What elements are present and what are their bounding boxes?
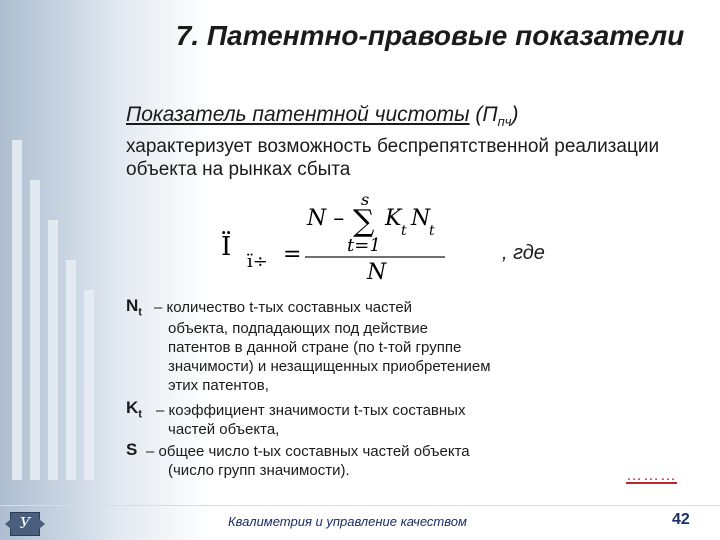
symbol-text: N	[126, 296, 139, 315]
variable-line: патентов в данной стране (по t-той группе	[168, 339, 462, 356]
formula-equals: =	[283, 242, 302, 267]
formula-denominator: N	[367, 260, 387, 285]
variable-line: – общее число t-ых составных частей объекта	[146, 443, 470, 460]
where-label: , где	[502, 242, 545, 264]
variable-symbol-nt	[126, 296, 142, 318]
indicator-paren-close: )	[511, 103, 519, 126]
variable-line: объекта, подпадающих под действие	[168, 320, 428, 337]
symbol-sub: t	[138, 306, 142, 319]
formula-n-sub: t	[429, 223, 435, 239]
variable-symbol-s	[126, 440, 137, 460]
logo-arrow-right	[39, 519, 45, 529]
variable-symbol-kt	[126, 398, 142, 420]
formula-n: N	[411, 206, 431, 231]
decorative-bar	[66, 260, 76, 480]
decorative-bar	[12, 140, 22, 480]
indicator-heading	[126, 103, 519, 129]
formula-k: K	[385, 206, 402, 231]
university-logo	[10, 512, 40, 536]
variable-line: – количество t-тых составных частей	[154, 299, 413, 316]
sum-upper-limit: s	[361, 190, 370, 209]
variable-line: этих патентов,	[168, 377, 269, 394]
symbol-text: S	[126, 440, 138, 459]
indicator-description: характеризует возможность беспрепятственной реализации объекта на рынках сбыта	[126, 136, 660, 180]
formula-lhs-big: Ï	[221, 232, 232, 262]
symbol-text: K	[126, 398, 139, 417]
continuation-dots: ………	[626, 467, 677, 484]
footer-divider	[0, 505, 720, 506]
variable-line: (число групп значимости).	[168, 462, 350, 479]
formula-numerator-left: N –	[307, 206, 345, 231]
variable-line: значимости) и незащищенных приобретением	[168, 358, 491, 375]
formula-lhs-small: ï÷	[247, 251, 268, 272]
slide-title: 7. Патентно-правовые показатели	[175, 20, 685, 51]
indicator-name: Показатель патентной чистоты	[126, 103, 470, 126]
formula	[215, 185, 475, 285]
sum-lower-limit: t=1	[347, 235, 381, 256]
formula-k-sub: t	[401, 223, 407, 239]
page-number: 42	[672, 511, 690, 528]
footer-course-title: Квалиметрия и управление качеством	[228, 514, 467, 529]
decorative-bar	[84, 290, 94, 480]
logo-letter: У	[19, 514, 31, 532]
indicator-paren-open: (П	[469, 103, 498, 126]
decorative-bar	[30, 180, 40, 480]
indicator-subscript: пч	[497, 114, 512, 130]
decorative-bar	[48, 220, 58, 480]
variable-line: частей объекта,	[168, 421, 280, 438]
sum-symbol: ∑	[353, 204, 375, 239]
variable-line: – коэффициент значимости t-тых составных	[156, 402, 466, 419]
symbol-sub: t	[138, 408, 142, 421]
decorative-side-panel	[0, 0, 122, 540]
